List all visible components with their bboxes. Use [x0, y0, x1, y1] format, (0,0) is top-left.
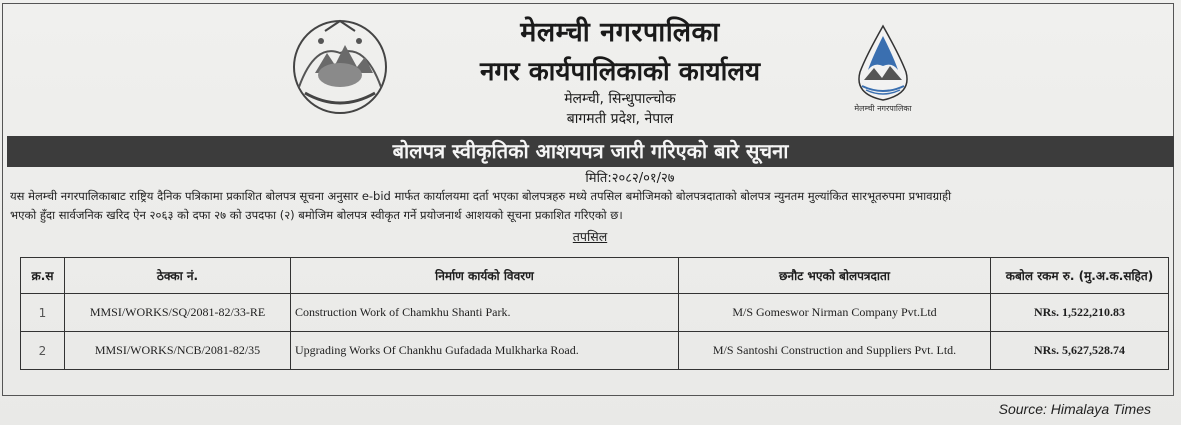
province-name: बागमती प्रदेश, नेपाल [566, 111, 674, 127]
header-bidder: छनौट भएको बोलपत्रदाता [679, 258, 991, 294]
paragraph-line-2: भएको हुँदा सार्वजनिक खरिद ऐन २०६३ को दफा २७ को उपदफा (२) बमोजिम बोलपत्र स्वीकृत गर्ने प्रयोजनार्थ आशयको सूचना प्रकाशित गरिएको छ। [10, 208, 623, 222]
notice-paragraph [10, 187, 1170, 225]
table-row [21, 294, 1169, 332]
header-sn: क्र.स [21, 258, 65, 294]
source-credit: Source: Himalaya Times [998, 401, 1151, 417]
bid-table [20, 257, 1169, 370]
row-bidder: M/S Gomeswor Nirman Company Pvt.Ltd [679, 294, 991, 332]
office-location: मेलम्ची, सिन्धुपाल्चोक [564, 91, 676, 107]
table-header-row [21, 258, 1169, 294]
row-bidder: M/S Santoshi Construction and Suppliers Pvt. Ltd. [679, 332, 991, 370]
tapasil-label: तपसिल [572, 229, 608, 244]
notice-date: मिति:२०८२/०१/२७ [585, 171, 675, 186]
row-sn: 1 [21, 294, 65, 332]
row-contract-no: MMSI/WORKS/NCB/2081-82/35 [65, 332, 291, 370]
office-name: नगर कार्यपालिकाको कार्यालय [479, 57, 761, 87]
row-description: Construction Work of Chamkhu Shanti Park. [291, 294, 679, 332]
header-description: निर्माण कार्यको विवरण [291, 258, 679, 294]
row-amount: NRs. 5,627,528.74 [991, 332, 1169, 370]
row-description: Upgrading Works Of Chankhu Gufadada Mulkharka Road. [291, 332, 679, 370]
row-amount: NRs. 1,522,210.83 [991, 294, 1169, 332]
header-contract-no: ठेक्का नं. [65, 258, 291, 294]
melamchi-municipality-logo-icon [846, 22, 921, 110]
notice-title: बोलपत्र स्वीकृतिको आशयपत्र जारी गरिएको बारे सूचना [7, 136, 1174, 167]
paragraph-line-1: यस मेलम्ची नगरपालिकाबाट राष्ट्रिय दैनिक पत्रिकामा प्रकाशित बोलपत्र सूचना अनुसार e-bid मार्फत कार्यालयमा दर्ता भएका बोलपत्रहरु मध्ये तपसिल बमोजिमको बोलपत्रदाताको बोलपत्र न्युनतम मुल्यांकित सारभूतरुपमा प्रभावग्राही [10, 189, 952, 203]
municipality-name: मेलम्ची नगरपालिका [520, 17, 720, 48]
row-contract-no: MMSI/WORKS/SQ/2081-82/33-RE [65, 294, 291, 332]
table-row [21, 332, 1169, 370]
logo-caption: मेलम्ची नगरपालिका [854, 104, 912, 113]
nepal-government-emblem-icon [285, 13, 395, 117]
header-amount: कबोल रकम रु. (मु.अ.क.सहित) [991, 258, 1169, 294]
row-sn: 2 [21, 332, 65, 370]
